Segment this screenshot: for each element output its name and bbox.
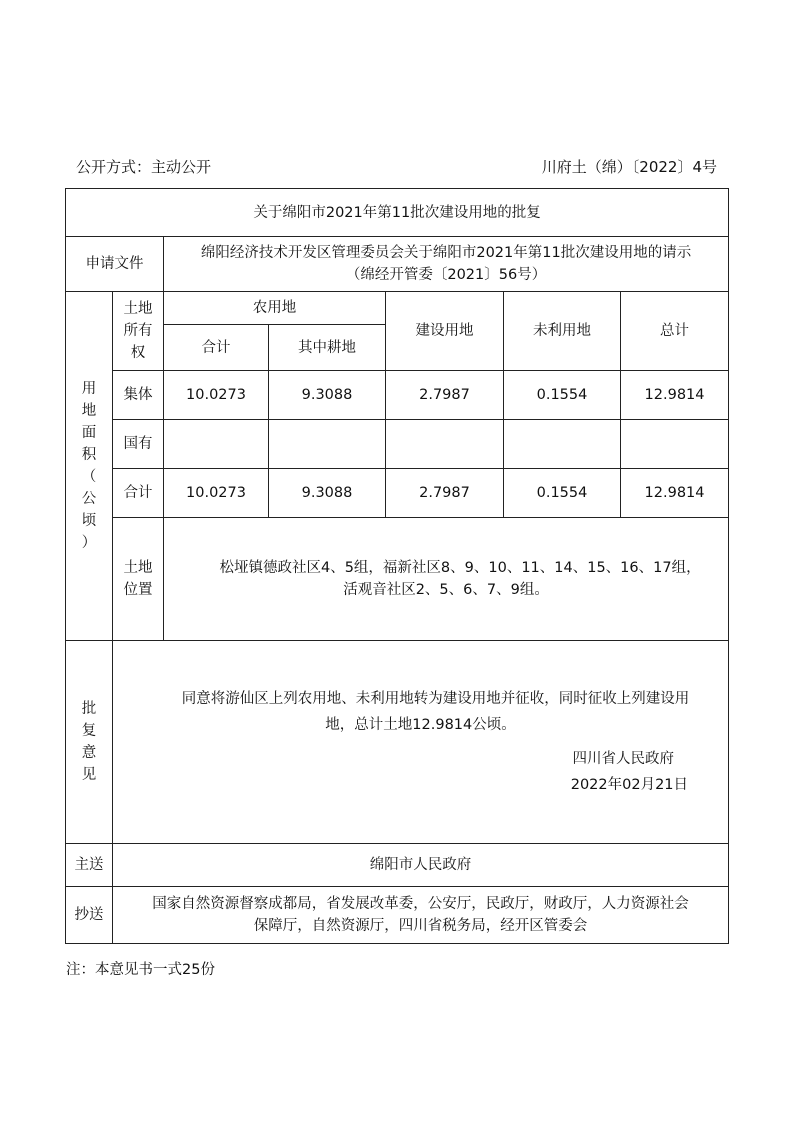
approval-form-table: [65, 188, 729, 944]
agri-total-value: [164, 420, 269, 469]
approval-label-char: 意: [81, 745, 97, 761]
area-label-char: 用: [81, 381, 97, 397]
row-label: 国有: [113, 420, 164, 469]
issuing-authority: 四川省人民政府: [572, 751, 675, 767]
approval-opinion: [113, 641, 729, 844]
approval-label: [66, 641, 113, 844]
disclosure-method: 公开方式：主动公开: [76, 158, 212, 176]
total-value: 12.9814: [621, 371, 729, 420]
row-label: 合计: [113, 469, 164, 518]
issue-date: 2022年02月21日: [570, 777, 689, 793]
cc-recipients: [113, 887, 729, 944]
table-row: [66, 420, 729, 469]
unused-value: 0.1554: [504, 469, 621, 518]
construction-land-header: 建设用地: [386, 292, 504, 371]
document-title: 关于绵阳市2021年第11批次建设用地的批复: [66, 189, 729, 237]
location-line-1: 松垭镇德政社区4、5组，福新社区8、9、10、11、14、15、16、17组，: [219, 560, 701, 576]
total-value: 12.9814: [621, 469, 729, 518]
approval-label-char: 见: [81, 767, 97, 783]
area-label-char: 地: [81, 403, 97, 419]
ownership-label: [113, 292, 164, 371]
arable-land-header: 其中耕地: [269, 325, 386, 371]
table-row: [66, 469, 729, 518]
request-document: [164, 237, 729, 292]
main-recipient-label: 主送: [66, 844, 113, 887]
total-value: [621, 420, 729, 469]
ownership-label-line: 土地: [123, 301, 153, 317]
location-line-2: 活观音社区2、5、6、7、9组。: [343, 582, 549, 598]
cc-line-1: 国家自然资源督察成都局，省发展改革委，公安厅，民政厅，财政厅，人力资源社会: [152, 896, 689, 912]
unused-value: 0.1554: [504, 371, 621, 420]
document-number: 川府土（绵）〔2022〕4号: [541, 158, 717, 176]
agri-land-header: 农用地: [164, 292, 386, 325]
construction-value: [386, 420, 504, 469]
location-label-line: 土地: [123, 560, 153, 576]
agri-total-value: 10.0273: [164, 469, 269, 518]
approval-line-2: 地，总计土地12.9814公顷。: [325, 717, 516, 733]
ownership-label-line: 权: [130, 345, 146, 361]
arable-value: 9.3088: [269, 469, 386, 518]
table-row: [66, 371, 729, 420]
request-label: 申请文件: [66, 237, 164, 292]
area-label-char: （: [81, 469, 97, 485]
approval-label-char: 批: [81, 701, 97, 717]
cc-line-2: 保障厅，自然资源厅，四川省税务局，经开区管委会: [253, 918, 588, 934]
signature-block: [113, 746, 728, 798]
construction-value: 2.7987: [386, 469, 504, 518]
agri-total-value: 10.0273: [164, 371, 269, 420]
area-label-char: 公: [81, 491, 97, 507]
unused-land-header: 未利用地: [504, 292, 621, 371]
location-label: [113, 518, 164, 641]
main-recipient: 绵阳市人民政府: [113, 844, 729, 887]
approval-line-1: 同意将游仙区上列农用地、未利用地转为建设用地并征收，同时征收上列建设用: [181, 691, 690, 707]
copies-note: 注：本意见书一式25份: [66, 962, 215, 978]
construction-value: 2.7987: [386, 371, 504, 420]
cc-label: 抄送: [66, 887, 113, 944]
location-label-line: 位置: [123, 582, 153, 598]
area-label-char: 面: [81, 425, 97, 441]
request-line-1: 绵阳经济技术开发区管理委员会关于绵阳市2021年第11批次建设用地的请示: [200, 245, 692, 261]
approval-label-char: 复: [81, 723, 97, 739]
unused-value: [504, 420, 621, 469]
arable-value: [269, 420, 386, 469]
area-label-char: ）: [81, 535, 97, 551]
ownership-label-line: 所有: [123, 323, 153, 339]
request-line-2: （绵经开管委〔2021〕56号）: [345, 267, 547, 283]
area-label-char: 积: [81, 447, 97, 463]
total-header: 总计: [621, 292, 729, 371]
row-label: 集体: [113, 371, 164, 420]
land-location: [164, 518, 729, 641]
agri-total-header: 合计: [164, 325, 269, 371]
area-label-char: 顷: [81, 513, 97, 529]
area-section-label: [66, 292, 113, 641]
arable-value: 9.3088: [269, 371, 386, 420]
